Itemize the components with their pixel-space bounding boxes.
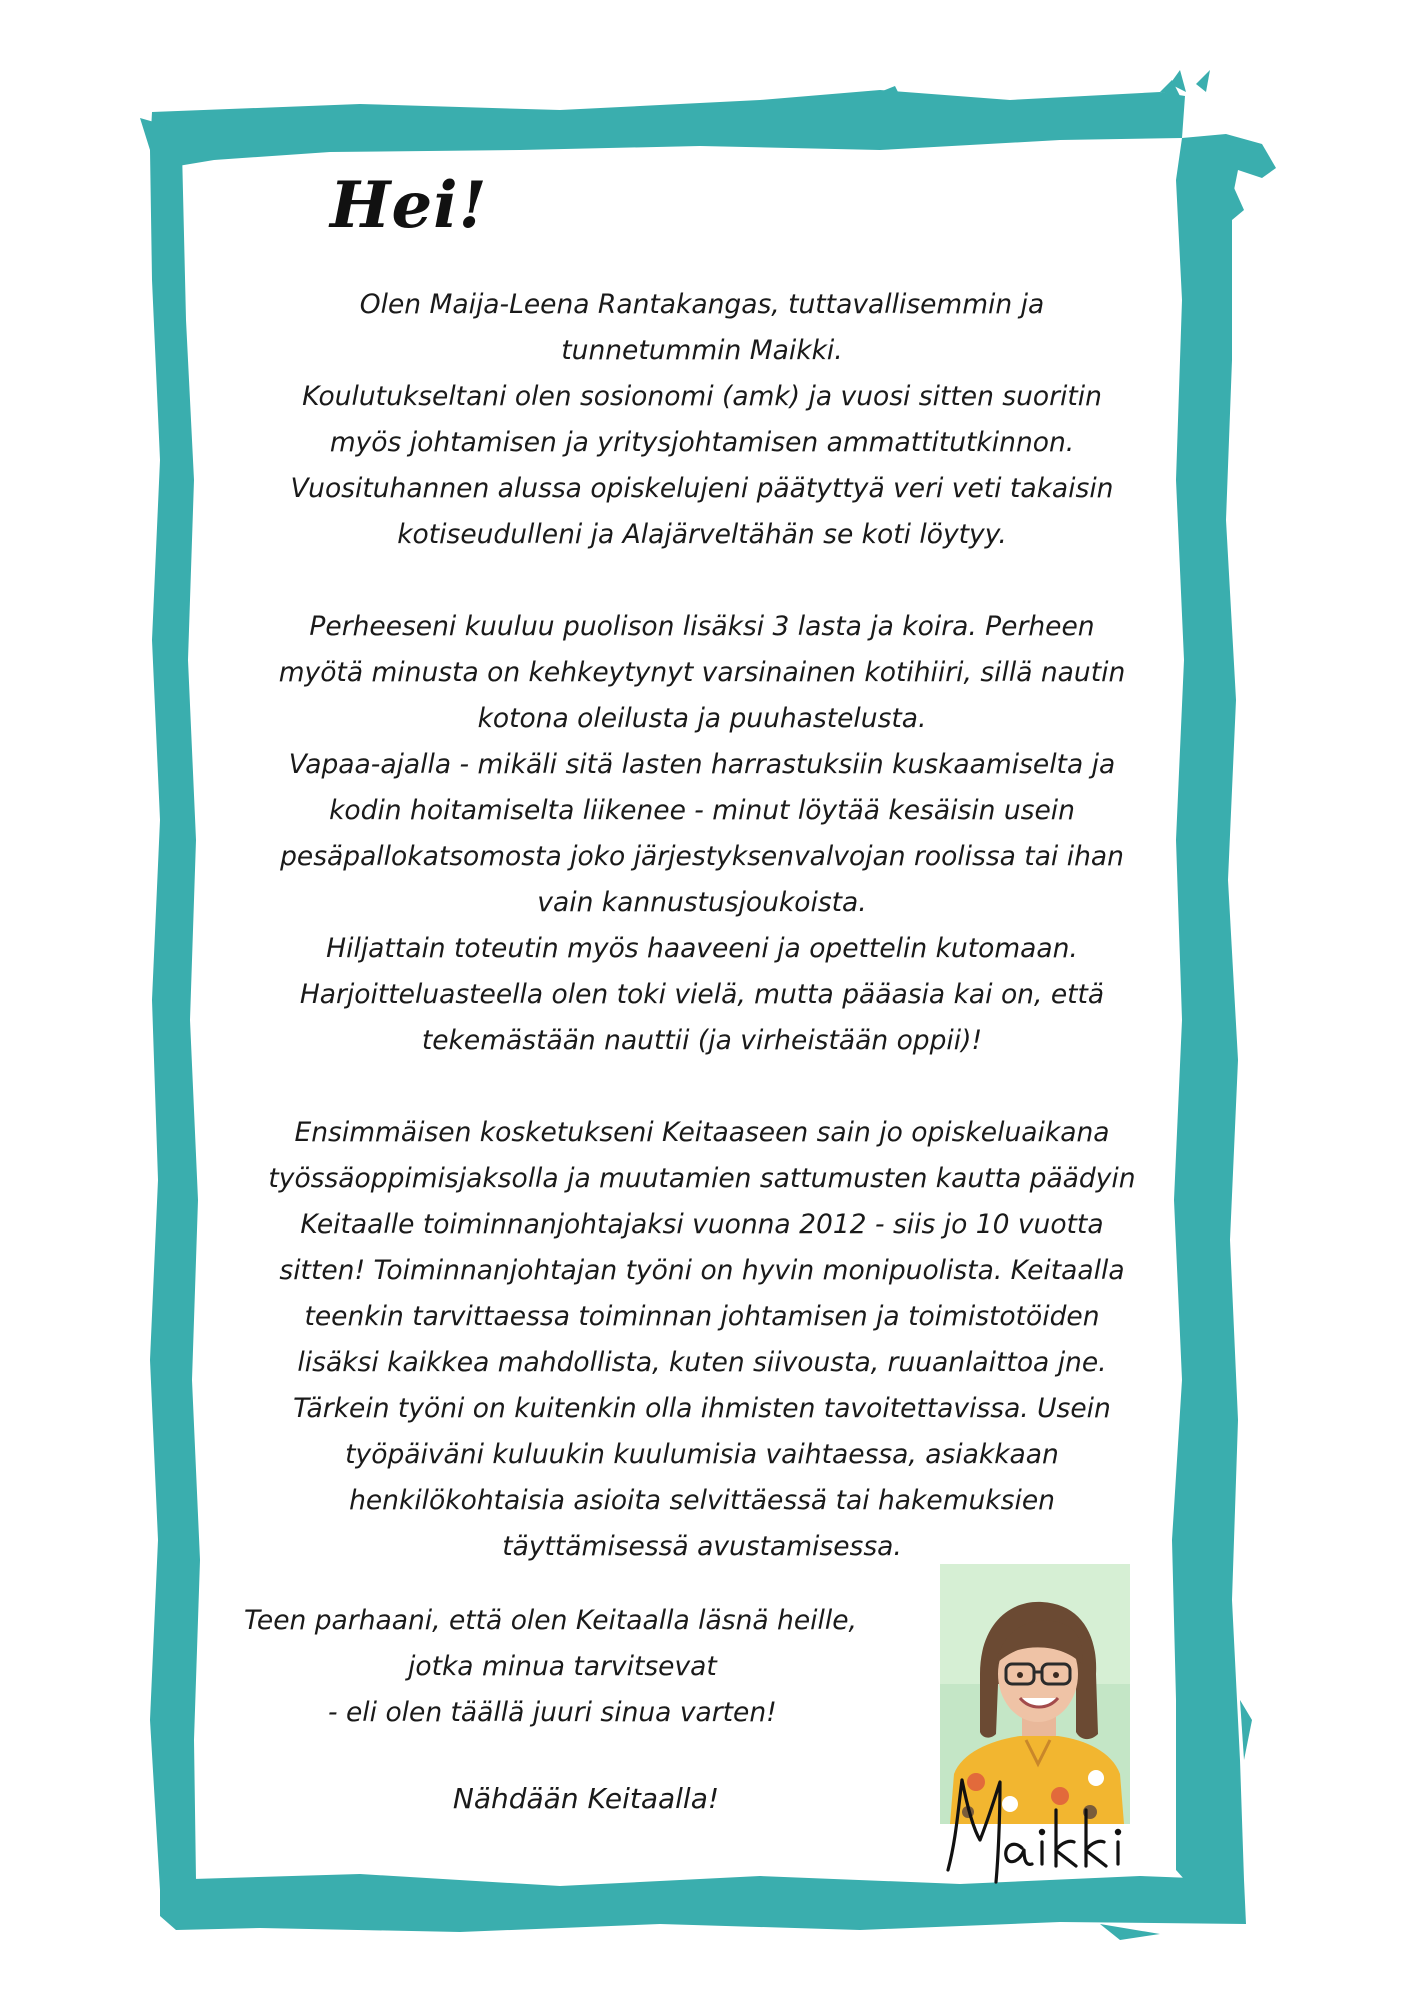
letter-line: myötä minusta on kehkeytynyt varsinainen kotihiiri, sillä nautin: [278, 657, 1126, 688]
letter-line: tunnetummin Maikki.: [561, 335, 843, 366]
letter-line: kotona oleilusta ja puuhastelusta.: [477, 703, 927, 734]
letter-line: työpäiväni kuluukin kuulumisia vaihtaessa, asiakkaan: [345, 1439, 1059, 1470]
letter-line: Tärkein työni on kuitenkin olla ihmisten tavoitettavissa. Usein: [293, 1393, 1111, 1424]
letter-line: Vuosituhannen alussa opiskelujeni päätyttyä veri veti takaisin: [290, 473, 1114, 504]
closing-line-3: - eli olen täällä juuri sinua varten!: [328, 1697, 777, 1728]
closing-line-1: Teen parhaani, että olen Keitaalla läsnä heille,: [244, 1605, 857, 1636]
paragraph-gap: [236, 558, 1168, 604]
letter-line: Keitaalle toiminnanjohtajaksi vuonna 2012 - siis jo 10 vuotta: [300, 1209, 1104, 1240]
letter-line: Perheeseni kuuluu puolison lisäksi 3 lasta ja koira. Perheen: [309, 611, 1095, 642]
letter-line: työssäoppimisjaksolla ja muutamien sattumusten kautta päädyin: [268, 1163, 1136, 1194]
signature-maikki: [938, 1770, 1148, 1890]
letter-line: pesäpallokatsomosta joko järjestyksenvalvojan roolissa tai ihan: [280, 841, 1124, 872]
closing-lines: [236, 1598, 936, 1736]
paragraph-gap: [236, 1064, 1168, 1110]
closing-line-2: jotka minua tarvitsevat: [408, 1651, 717, 1682]
letter-line: Olen Maija-Leena Rantakangas, tuttavallisemmin ja: [359, 289, 1045, 320]
letter-line: Harjoitteluasteella olen toki vielä, mutta pääasia kai on, että: [299, 979, 1105, 1010]
letter-line: Ensimmäisen kosketukseni Keitaaseen sain jo opiskeluaikana: [294, 1117, 1110, 1148]
letter-line: henkilökohtaisia asioita selvittäessä tai hakemuksien: [349, 1485, 1055, 1516]
see-you-text: Nähdään Keitaalla!: [452, 1782, 720, 1815]
letter-line: vain kannustusjoukoista.: [537, 887, 867, 918]
letter-line: täyttämisessä avustamisessa.: [502, 1531, 902, 1562]
letter-line: sitten! Toiminnanjohtajan työni on hyvin monipuolista. Keitaalla: [279, 1255, 1125, 1286]
letter-line: myös johtamisen ja yritysjohtamisen ammattitutkinnon.: [329, 427, 1075, 458]
greeting-heading: Hei!: [330, 168, 488, 243]
letter-body: [236, 282, 1168, 1570]
letter-line: tekemästään nauttii (ja virheistään oppii)!: [421, 1025, 983, 1056]
letter-line: Hiljattain toteutin myös haaveeni ja opettelin kutomaan.: [326, 933, 1078, 964]
letter-line: Koulutukseltani olen sosionomi (amk) ja vuosi sitten suoritin: [302, 381, 1102, 412]
letter-line: kodin hoitamiselta liikenee - minut löytää kesäisin usein: [329, 795, 1075, 826]
letter-line: teenkin tarvittaessa toiminnan johtamisen ja toimistotöiden: [304, 1301, 1100, 1332]
letter-line: lisäksi kaikkea mahdollista, kuten siivousta, ruuanlaittoa jne.: [297, 1347, 1107, 1378]
letter-line: kotiseudulleni ja Alajärveltähän se koti löytyy.: [397, 519, 1007, 550]
letter-line: Vapaa-ajalla - mikäli sitä lasten harrastuksiin kuskaamiselta ja: [288, 749, 1116, 780]
